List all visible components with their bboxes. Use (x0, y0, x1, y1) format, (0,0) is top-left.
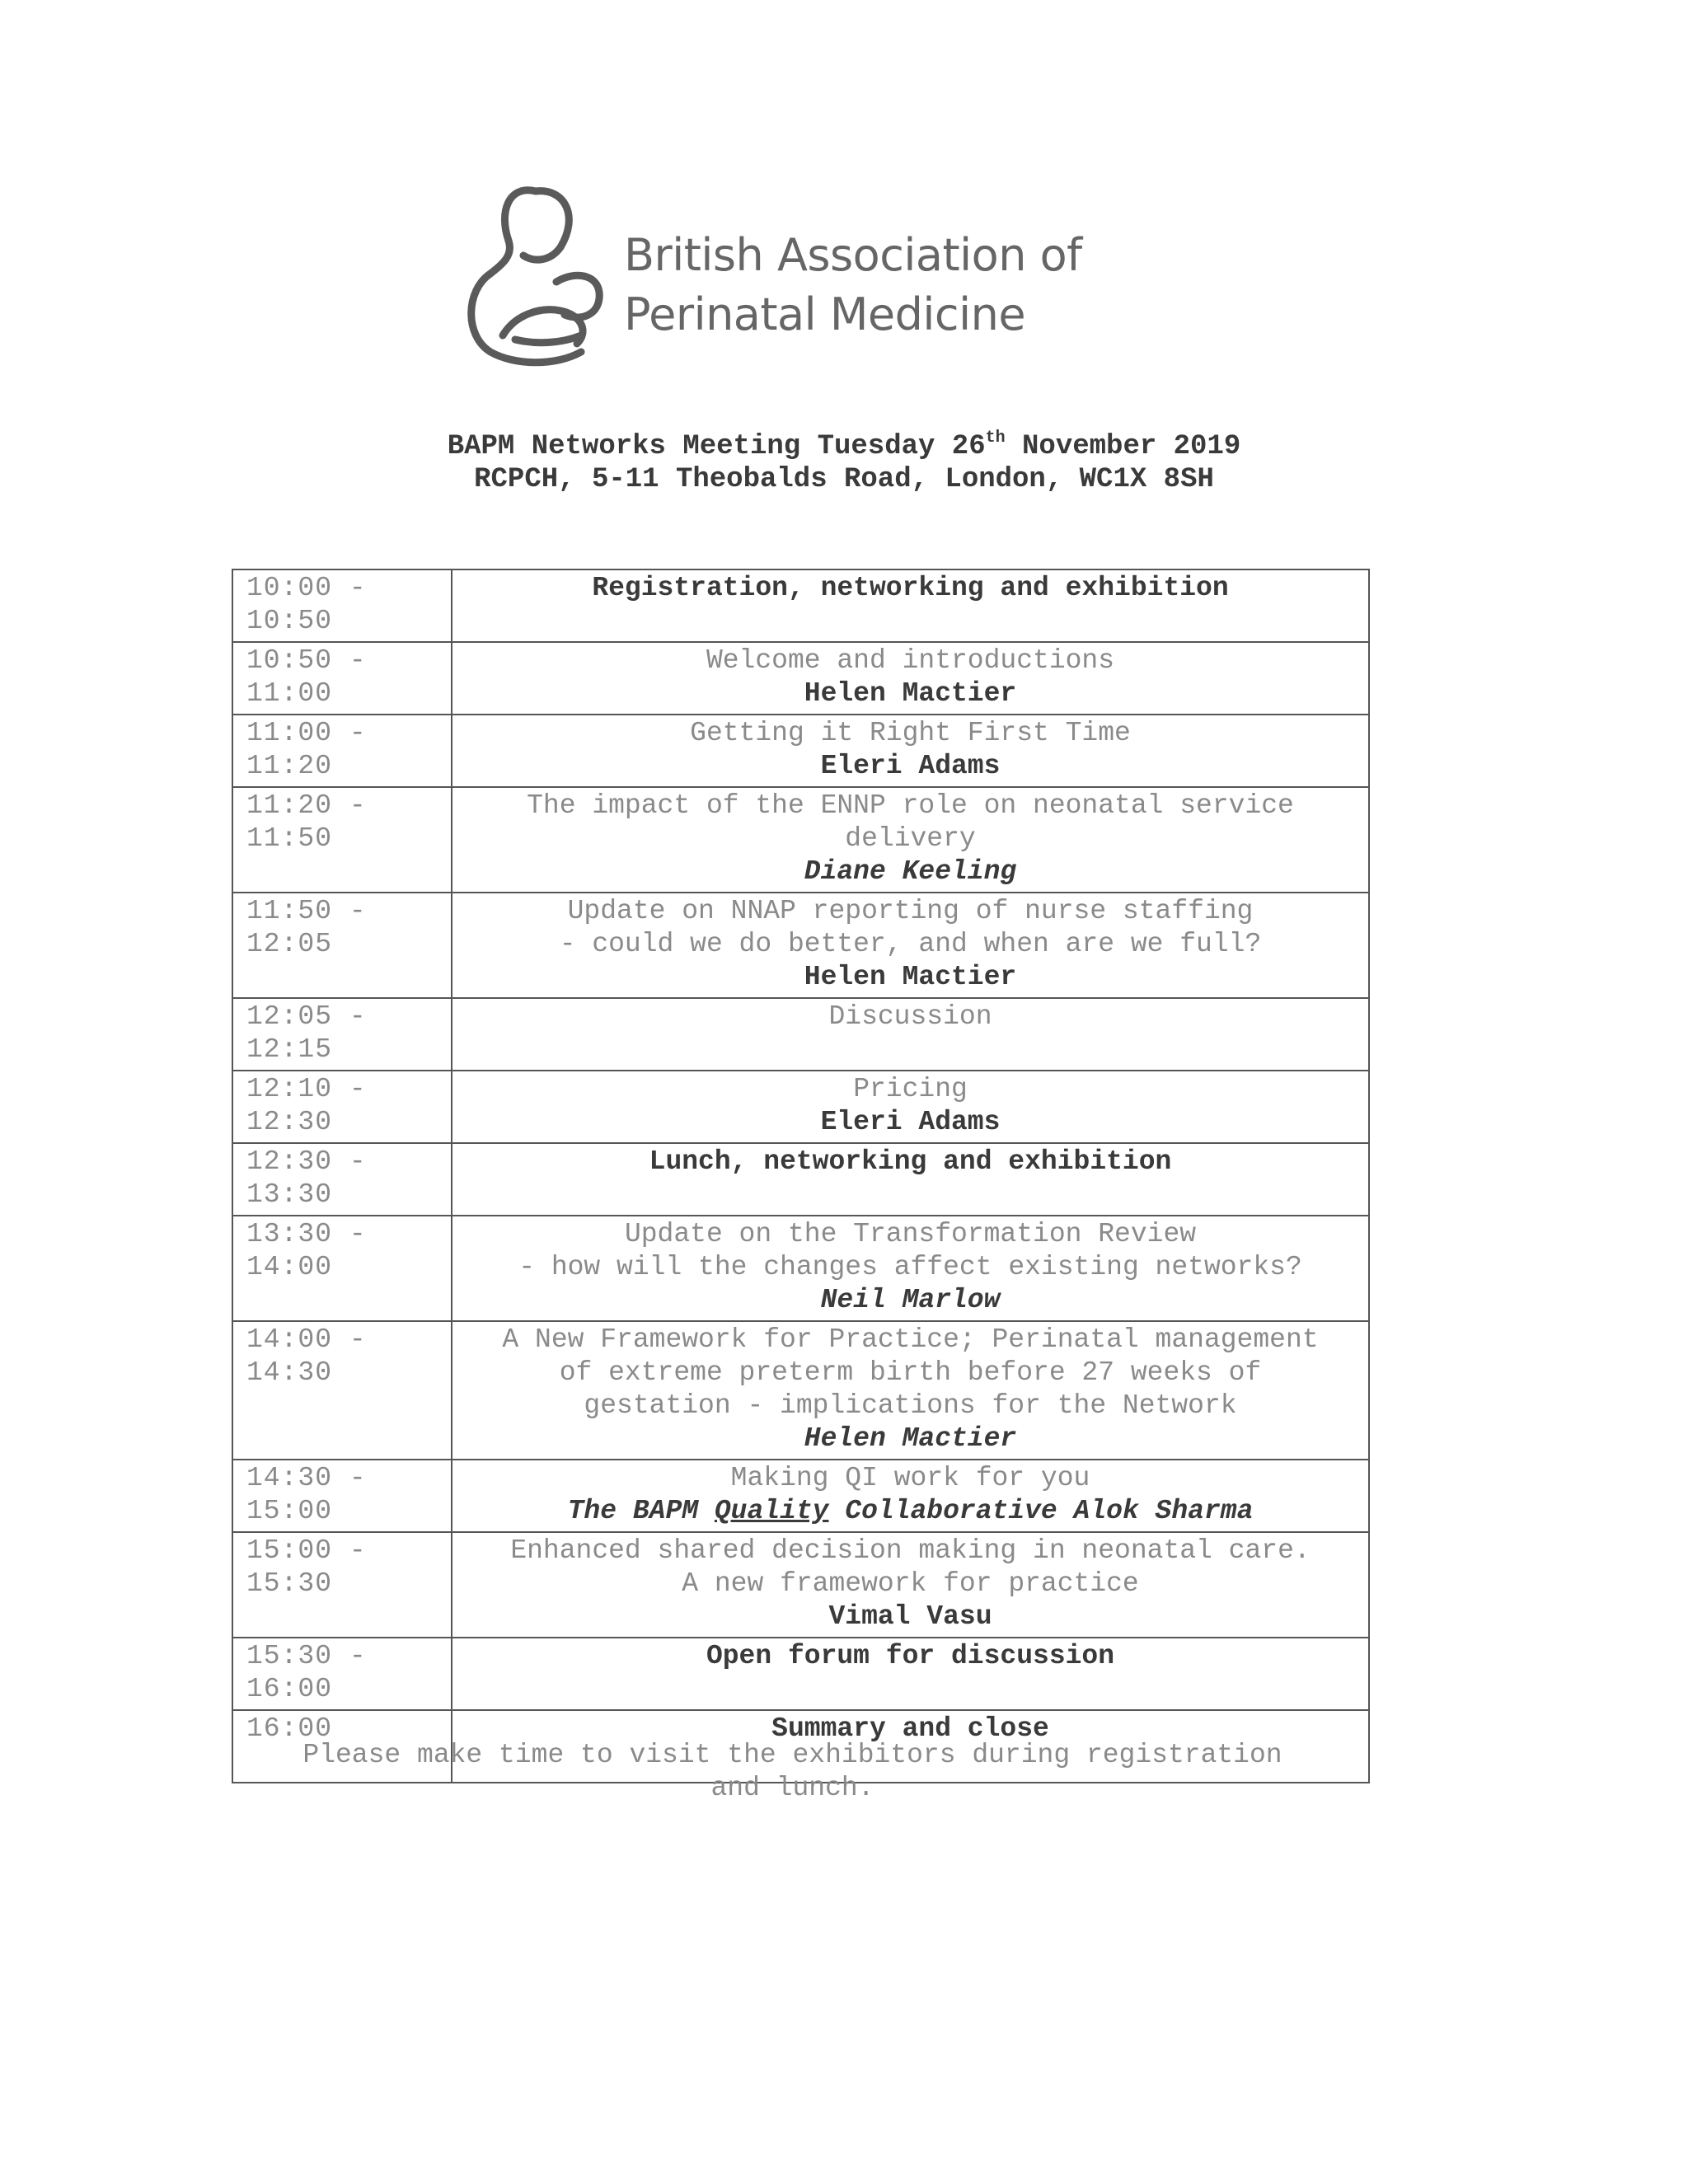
agenda-row (232, 1071, 1369, 1143)
agenda-time-line: 10:00 - (246, 573, 367, 603)
agenda-session-title: Update on the Transformation Review (624, 1219, 1197, 1249)
agenda-row (232, 1638, 1369, 1710)
agenda-speaker-part: Quality (714, 1496, 829, 1526)
agenda-time-line: 12:05 (246, 929, 333, 959)
agenda-time-line: 12:10 - (246, 1074, 367, 1104)
agenda-session-title: Summary and close (771, 1713, 1049, 1744)
agenda-time-line: 15:00 - (246, 1535, 367, 1566)
agenda-description (452, 1071, 1369, 1143)
agenda-time-line: 11:50 - (246, 896, 367, 926)
agenda-time (232, 1532, 452, 1638)
agenda-session-title: Lunch, networking and exhibition (649, 1146, 1172, 1177)
agenda-session-title: of extreme preterm birth before 27 weeks of (559, 1357, 1262, 1388)
agenda-time-line: 11:20 (246, 751, 333, 781)
agenda-speaker-part: Collaborative Alok Sharma (828, 1496, 1254, 1526)
agenda-session-title: Getting it Right First Time (690, 718, 1131, 748)
agenda-time-line: 15:30 - (246, 1641, 367, 1671)
agenda-time-line: 14:30 - (246, 1463, 367, 1493)
mother-and-baby-icon (457, 183, 622, 373)
agenda-description (452, 1321, 1369, 1460)
footer-line1: Please make time to visit the exhibitors during registration (302, 1740, 1282, 1770)
agenda-speaker: Eleri Adams (820, 751, 1001, 781)
bapm-logo (457, 183, 1117, 373)
agenda-session-title: Welcome and introductions (706, 645, 1115, 676)
agenda-row (232, 1143, 1369, 1216)
agenda-description (452, 1638, 1369, 1710)
agenda-session-title: Making QI work for you (730, 1463, 1090, 1493)
agenda-speaker: Helen Mactier (804, 962, 1017, 992)
agenda-time (232, 642, 452, 715)
agenda-session-title: A new framework for practice (682, 1568, 1139, 1599)
agenda-speaker (452, 1495, 1368, 1528)
agenda-time-line: 14:00 - (246, 1324, 367, 1355)
agenda-time (232, 787, 452, 893)
agenda-row (232, 787, 1369, 893)
agenda-description (452, 998, 1369, 1071)
agenda-time (232, 715, 452, 787)
agenda-row (232, 1460, 1369, 1532)
agenda-row (232, 1216, 1369, 1321)
agenda-speaker: Helen Mactier (804, 1423, 1017, 1454)
organisation-name-line1: British Association of (624, 229, 1082, 281)
agenda-time-line: 14:00 (246, 1252, 333, 1282)
agenda-description (452, 569, 1369, 642)
agenda-time-line: 12:30 (246, 1107, 333, 1137)
agenda-time (232, 1216, 452, 1321)
agenda-description (452, 1460, 1369, 1532)
agenda-session-title: - how will the changes affect existing networks? (518, 1252, 1302, 1282)
agenda-time-line: 12:05 - (246, 1001, 367, 1032)
agenda-time (232, 1638, 452, 1710)
agenda-time-line: 11:50 (246, 823, 333, 854)
meeting-title: BAPM Networks Meeting Tuesday 26th November 2019 (447, 429, 1241, 462)
agenda-row (232, 1532, 1369, 1638)
agenda-session-title: Enhanced shared decision making in neonatal care. (510, 1535, 1311, 1566)
agenda-speaker: Vimal Vasu (828, 1601, 992, 1632)
agenda-time-line: 12:30 - (246, 1146, 367, 1177)
agenda-session-title: Registration, networking and exhibition (592, 573, 1229, 603)
agenda-time (232, 1460, 452, 1532)
agenda-time (232, 893, 452, 998)
agenda-session-title: A New Framework for Practice; Perinatal management (502, 1324, 1319, 1355)
agenda-time-line: 10:50 - (246, 645, 367, 676)
agenda-time-line: 16:00 (246, 1674, 333, 1704)
agenda-session-title: Pricing (853, 1074, 968, 1104)
agenda-speaker: Neil Marlow (820, 1285, 1001, 1315)
meeting-venue: RCPCH, 5-11 Theobalds Road, London, WC1X 8SH (474, 464, 1214, 495)
agenda-time (232, 569, 452, 642)
agenda-row (232, 893, 1369, 998)
agenda-session-title: gestation - implications for the Network (584, 1390, 1237, 1421)
footer-line2: and lunch. (710, 1773, 874, 1803)
agenda-time (232, 1321, 452, 1460)
agenda-session-title: Update on NNAP reporting of nurse staffing (567, 896, 1254, 926)
agenda-table (232, 569, 1370, 1783)
agenda-description (452, 715, 1369, 787)
organisation-name-line2: Perinatal Medicine (624, 288, 1026, 340)
agenda-session-title: Open forum for discussion (706, 1641, 1115, 1671)
agenda-description (452, 1532, 1369, 1638)
agenda-time (232, 998, 452, 1071)
agenda-row (232, 569, 1369, 642)
agenda-speaker: Eleri Adams (820, 1107, 1001, 1137)
agenda-session-title: delivery (845, 823, 976, 854)
agenda-description (452, 787, 1369, 893)
agenda-time-line: 13:30 - (246, 1219, 367, 1249)
agenda-time-line: 15:30 (246, 1568, 333, 1599)
agenda-time-line: 13:30 (246, 1179, 333, 1210)
agenda-time-line: 11:00 - (246, 718, 367, 748)
agenda-session-title: Discussion (828, 1001, 992, 1032)
agenda-speaker: Diane Keeling (804, 856, 1017, 887)
agenda-time-line: 12:15 (246, 1034, 333, 1065)
agenda-description (452, 1216, 1369, 1321)
agenda-time-line: 10:50 (246, 606, 333, 636)
agenda-row (232, 715, 1369, 787)
agenda-time (232, 1143, 452, 1216)
agenda-description (452, 1143, 1369, 1216)
agenda-time-line: 15:00 (246, 1496, 333, 1526)
agenda-row (232, 1321, 1369, 1460)
agenda-time (232, 1071, 452, 1143)
agenda-speaker-part: The BAPM (567, 1496, 715, 1526)
agenda-speaker: Helen Mactier (804, 678, 1017, 709)
agenda-row (232, 998, 1369, 1071)
agenda-time-line: 14:30 (246, 1357, 333, 1388)
agenda-time-line: 16:00 (246, 1713, 333, 1744)
footer-note (0, 1739, 1585, 1805)
agenda-session-title: The impact of the ENNP role on neonatal service (527, 790, 1294, 821)
agenda-time-line: 11:00 (246, 678, 333, 709)
agenda-time-line: 11:20 - (246, 790, 367, 821)
agenda-session-title: - could we do better, and when are we full? (559, 929, 1262, 959)
agenda-description (452, 893, 1369, 998)
agenda-row (232, 642, 1369, 715)
agenda-description (452, 642, 1369, 715)
meeting-header (0, 430, 1688, 496)
